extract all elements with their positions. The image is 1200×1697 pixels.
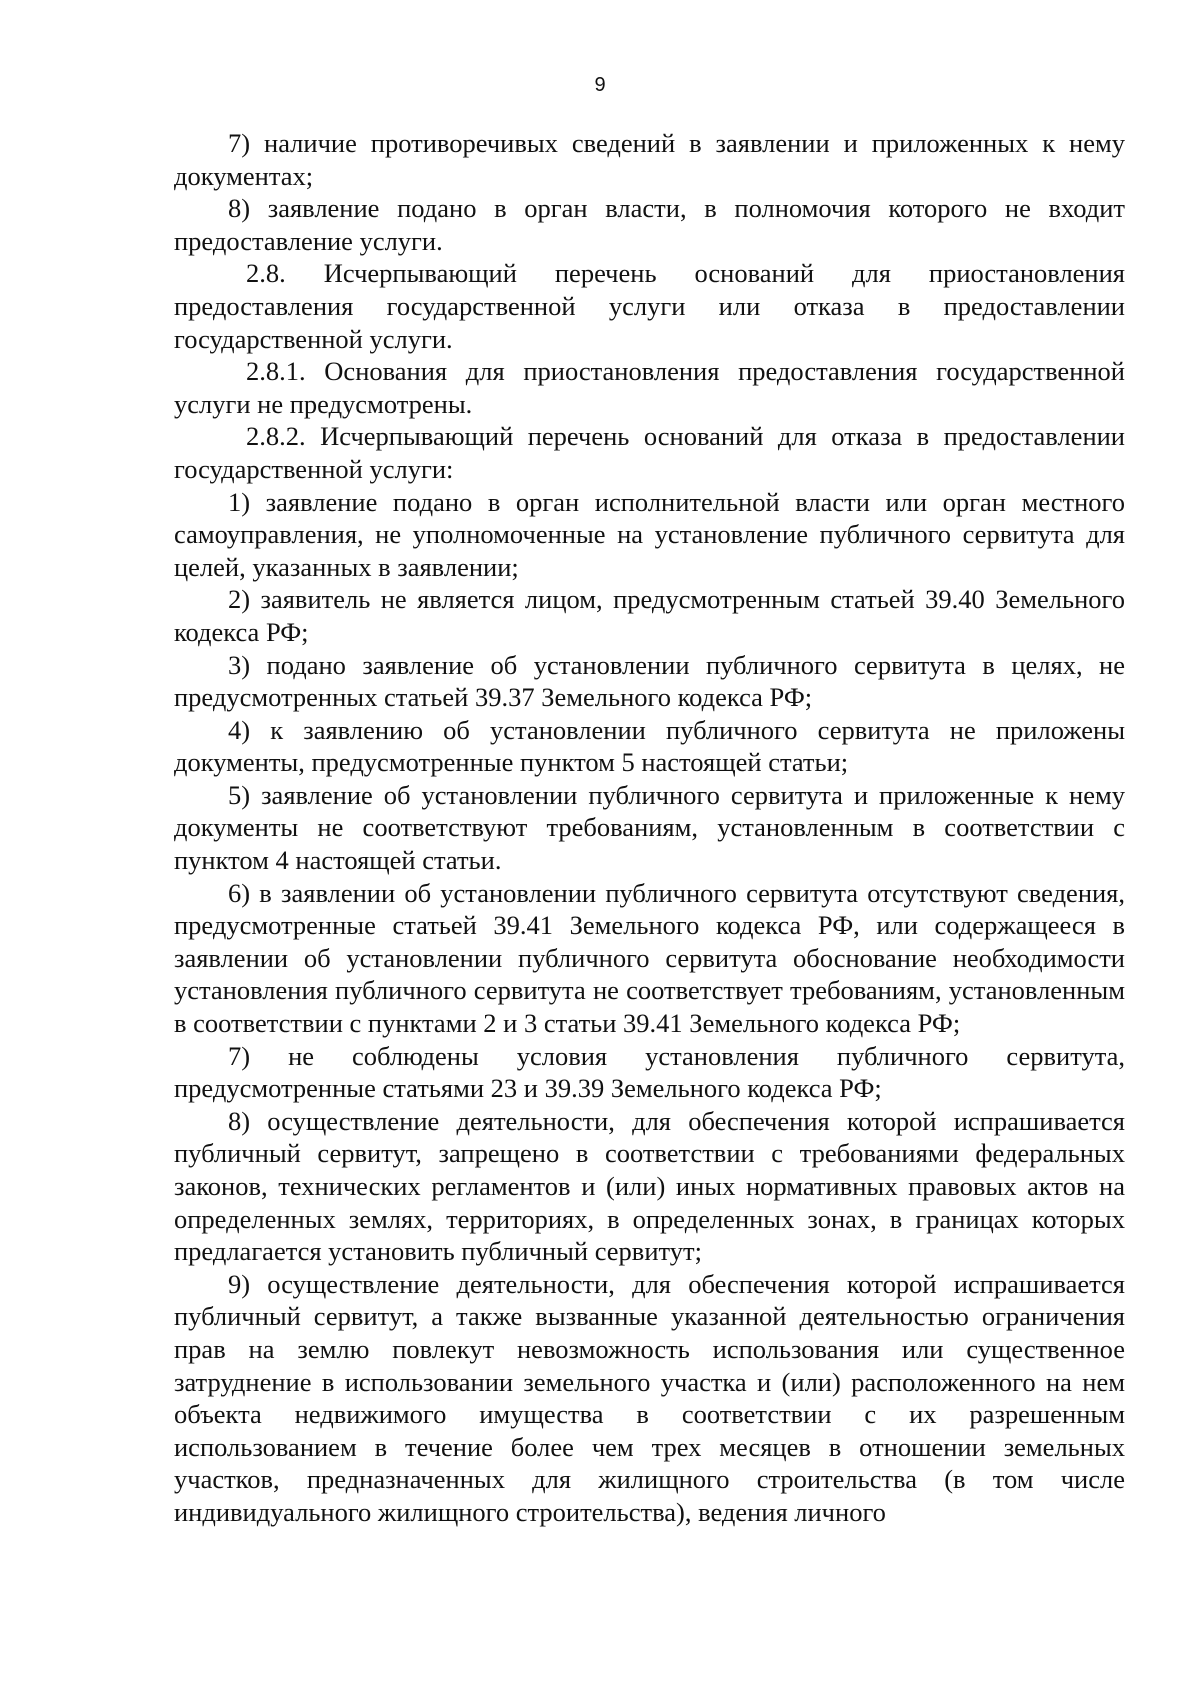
subsection-2-8-1: 2.8.1. Основания для приостановления предоставления государственной услуги не предусмотрены. — [174, 356, 1125, 419]
paragraph-item-7: 7) наличие противоречивых сведений в заявлении и приложенных к нему документах; — [174, 128, 1125, 191]
refusal-reason-5: 5) заявление об установлении публичного сервитута и приложенные к нему документы не соответствуют требованиям, установленным в соответствии с пунктом 4 настоящей статьи. — [174, 779, 1125, 876]
refusal-reason-8: 8) осуществление деятельности, для обеспечения которой испрашивается публичный сервитут, запрещено в соответствии с требованиями федеральных законов, технических регламентов и (или) иных нормативных правовых актов на определенных землях, территориях, в определенных зонах, в границах которых предлагается установить публичный сервитут; — [174, 1105, 1125, 1267]
refusal-reason-7: 7) не соблюдены условия установления публичного сервитута, предусмотренные статьями 23 и 39.39 Земельного кодекса РФ; — [174, 1040, 1125, 1104]
refusal-reason-2: 2) заявитель не является лицом, предусмотренным статьей 39.40 Земельного кодекса РФ; — [174, 584, 1125, 647]
refusal-reason-4: 4) к заявлению об установлении публичного сервитута не приложены документы, предусмотренные пунктом 5 настоящей статьи; — [174, 714, 1125, 778]
paragraph-item-8: 8) заявление подано в орган власти, в полномочия которого не входит предоставление услуги. — [174, 193, 1125, 256]
refusal-reason-3: 3) подано заявление об установлении публичного сервитута в целях, не предусмотренных статьей 39.37 Земельного кодекса РФ; — [174, 649, 1125, 713]
page-number: 9 — [594, 74, 606, 96]
refusal-reason-6: 6) в заявлении об установлении публичного сервитута отсутствуют сведения, предусмотренные статьей 39.41 Земельного кодекса РФ, или содержащееся в заявлении об установлении публичного сервитута обоснование необходимости установления публичного сервитута не соответствует требованиям, установленным в соответствии с пунктами 2 и 3 статьи 39.41 Земельного кодекса РФ; — [174, 877, 1125, 1039]
refusal-reason-1: 1) заявление подано в орган исполнительной власти или орган местного самоуправления, не уполномоченные на установление публичного сервитута для целей, указанных в заявлении; — [174, 486, 1125, 582]
subsection-2-8-2: 2.8.2. Исчерпывающий перечень оснований для отказа в предоставлении государственной услуги: — [174, 421, 1125, 484]
refusal-reason-9: 9) осуществление деятельности, для обеспечения которой испрашивается публичный сервитут, а также вызванные указанной деятельностью ограничения прав на землю повлекут невозможность использования или существенное затруднение в использовании земельного участка и (или) расположенного на нем объекта недвижимого имущества в соответствии с их разрешенным использованием в течение более чем трех месяцев в отношении земельных участков, предназначенных для жилищного строительства (в том числе индивидуального жилищного строительства), ведения личного — [174, 1268, 1125, 1527]
document-body — [174, 127, 1125, 1529]
section-heading-2-8: 2.8. Исчерпывающий перечень оснований для приостановления предоставления государственной услуги или отказа в предоставлении государственной услуги. — [174, 258, 1125, 354]
